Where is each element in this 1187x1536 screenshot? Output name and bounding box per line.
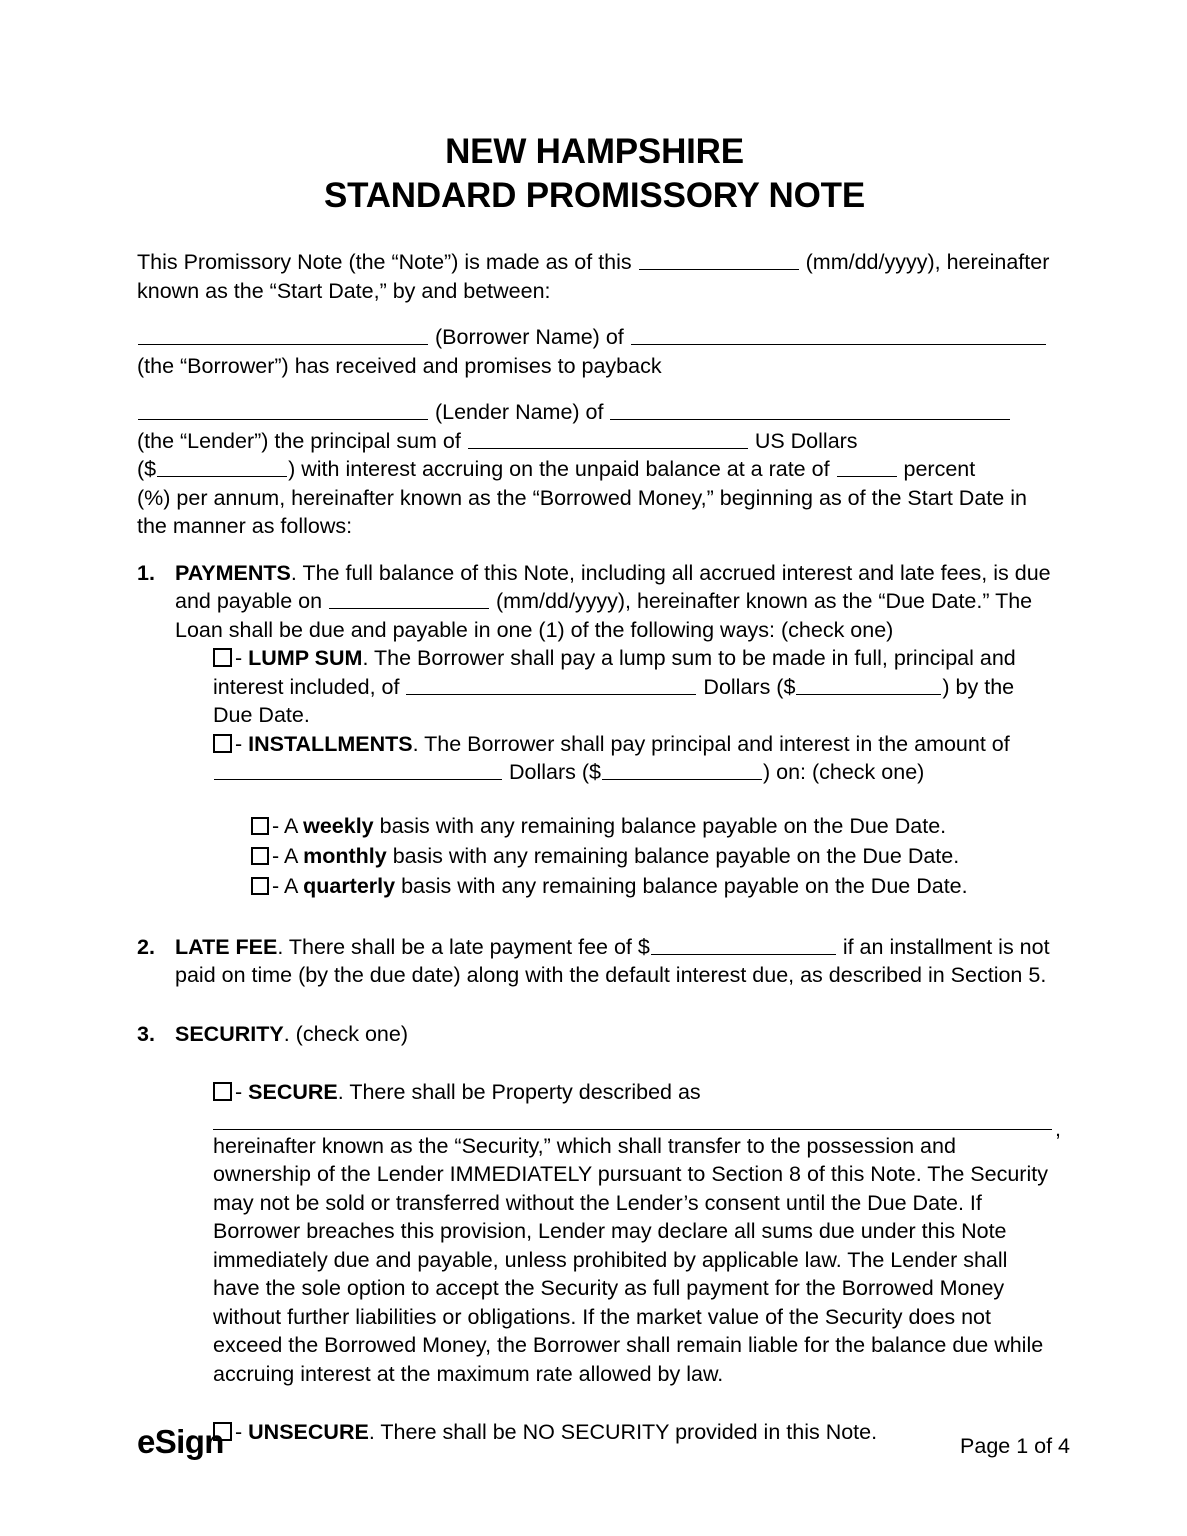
late-fee-paragraph [175, 933, 1052, 990]
installments-text-1: . The Borrower shall pay principal and interest in the amount of [412, 731, 1010, 756]
weekly-text: basis with any remaining balance payable on the Due Date. [379, 813, 947, 838]
late-fee-amount-blank[interactable] [651, 936, 836, 955]
borrower-line-2: (the “Borrower”) has received and promises to payback [137, 353, 662, 378]
checkbox-secure[interactable] [213, 1082, 232, 1101]
borrower-name-blank[interactable] [138, 326, 428, 345]
lender-address-blank[interactable] [610, 401, 1010, 420]
payments-text-1: . The full balance of this Note, including all accrued interest and late fees, is due and payable on [175, 560, 1051, 613]
intro-text-2: (mm/dd/yyyy), hereinafter known as the “Start Date,” by and between: [137, 250, 1050, 303]
unsecure-text-1: . There shall be NO SECURITY provided in this Note. [368, 1420, 878, 1444]
quarterly-label: quarterly [303, 873, 396, 898]
lump-sum-text-1: . The Borrower shall pay a lump sum to be made in full, principal and interest included, of [213, 646, 1016, 699]
amount-suffix: percent [903, 457, 976, 481]
late-fee-text-1: . There shall be a late payment fee of $ [277, 934, 650, 959]
borrower-name-label: (Borrower Name) of [434, 325, 624, 349]
amount-mid: ) with interest accruing on the unpaid balance at a rate of [288, 457, 830, 481]
title-line-1: NEW HAMPSHIRE [445, 132, 744, 171]
checkbox-monthly[interactable] [251, 847, 269, 865]
section-late-fee [137, 933, 1052, 990]
section-payments [137, 559, 1052, 901]
section-heading-security: SECURITY [175, 1021, 284, 1046]
secure-property-block [175, 1117, 1061, 1389]
option-installments[interactable] [175, 730, 1052, 787]
start-date-blank[interactable] [639, 251, 799, 270]
intro-paragraph [137, 248, 1052, 305]
document-content [137, 130, 1061, 1467]
secure-text-1: . There shall be Property described as [337, 1080, 701, 1104]
secure-dash: - [235, 1080, 243, 1104]
monthly-dash: - A [272, 843, 298, 868]
quarterly-text: basis with any remaining balance payable on the Due Date. [401, 873, 968, 898]
principal-amount-blank[interactable] [157, 458, 287, 477]
secure-label: SECURE [248, 1080, 338, 1104]
security-body-paragraph: hereinafter known as the “Security,” which shall transfer to the possession and ownership of the Lender IMMEDIATELY pursuant to Section 8 of this Note. The Security may not be sold or transferred without the Lender’s consent until the Due Date. If Borrower breaches this provision, Lender may declare all sums due under this Note immediately due and payable, unless prohibited by applicable law. The Lender shall have the sole option to accept the Security as full payment for the Borrowed Money without further liabilities or obligations. If the market value of the Security does not exceed the Borrowed Money, the Borrower shall remain liable for the balance due while accruing interest at the maximum rate allowed by law. [213, 1133, 1048, 1386]
option-weekly[interactable] [251, 811, 1052, 841]
installments-text-2: Dollars ($ [508, 760, 601, 784]
lump-sum-text-2: Dollars ($ [703, 674, 796, 699]
monthly-text: basis with any remaining balance payable on the Due Date. [392, 843, 960, 868]
unsecure-dash: - [235, 1420, 243, 1444]
weekly-dash: - A [272, 813, 298, 838]
page-title [137, 130, 1052, 218]
payments-paragraph [175, 559, 1052, 645]
installments-words-blank[interactable] [214, 761, 502, 780]
section-number-2: 2. [137, 934, 155, 959]
lump-sum-amount-blank[interactable] [796, 676, 941, 695]
installments-label: INSTALLMENTS [248, 731, 413, 756]
section-heading-late-fee: LATE FEE [175, 934, 278, 959]
interest-rate-blank[interactable] [837, 458, 897, 477]
monthly-label: monthly [303, 843, 387, 868]
page-footer [137, 1423, 1070, 1461]
weekly-label: weekly [303, 813, 374, 838]
property-description-blank[interactable] [213, 1117, 1061, 1141]
lump-sum-label: LUMP SUM [248, 646, 363, 670]
installments-amount-blank[interactable] [602, 761, 762, 780]
lender-line-2b: US Dollars [754, 428, 858, 453]
checkbox-lump-sum[interactable] [213, 648, 232, 667]
lender-line-2a: (the “Lender”) the principal sum of [137, 428, 461, 453]
intro-text-1: This Promissory Note (the “Note”) is made as of this [137, 250, 632, 274]
lump-sum-text-3: ) by the Due Date. [213, 674, 1015, 727]
installments-dash: - [235, 731, 243, 756]
esign-logo: eSign [137, 1423, 224, 1460]
title-line-2: STANDARD PROMISSORY NOTE [324, 176, 865, 215]
payments-text-2: (mm/dd/yyyy), hereinafter known as the “Due Date.” The Loan shall be due and payable in one (1) of the following ways: (check one) [175, 589, 1033, 642]
principal-sum-words-blank[interactable] [468, 430, 748, 449]
borrower-address-blank[interactable] [631, 326, 1046, 345]
lump-sum-words-blank[interactable] [406, 676, 696, 695]
security-paragraph [175, 1020, 1052, 1049]
property-comma: , [1055, 1117, 1061, 1141]
checkbox-weekly[interactable] [251, 817, 269, 835]
checkbox-quarterly[interactable] [251, 877, 269, 895]
section-body-3 [175, 1020, 1061, 1447]
annum-text: (%) per annum, hereinafter known as the “Borrowed Money,” beginning as of the Start Date in the manner as follows: [137, 485, 1027, 538]
section-body-2 [175, 933, 1052, 990]
section-heading-payments: PAYMENTS [175, 560, 291, 585]
option-monthly[interactable] [251, 841, 1052, 871]
section-body-1 [175, 559, 1052, 901]
due-date-blank[interactable] [329, 590, 489, 609]
late-fee-text-2: if an installment is not paid on time (by the due date) along with the default interest due, as described in Section 5. [175, 934, 1050, 987]
lender-block [137, 398, 1052, 541]
section-number-1: 1. [137, 560, 155, 585]
installments-text-3: ) on: (check one) [762, 760, 925, 784]
unsecure-label: UNSECURE [248, 1420, 369, 1444]
checkbox-installments[interactable] [213, 734, 232, 753]
option-secure[interactable] [175, 1078, 1052, 1107]
amount-prefix: ($ [137, 457, 157, 481]
section-number-3: 3. [137, 1021, 155, 1046]
lender-name-label: (Lender Name) of [434, 400, 604, 424]
lender-name-blank[interactable] [138, 401, 428, 420]
option-quarterly[interactable] [251, 871, 1052, 901]
section-security [137, 1020, 1061, 1447]
page-number: Page 1 of 4 [960, 1434, 1070, 1458]
borrower-block [137, 323, 1052, 380]
option-lump-sum[interactable] [175, 644, 1052, 730]
lump-sum-dash: - [235, 646, 243, 670]
quarterly-dash: - A [272, 873, 298, 898]
security-text-1: . (check one) [283, 1021, 408, 1046]
installment-frequency-options [175, 811, 1052, 901]
